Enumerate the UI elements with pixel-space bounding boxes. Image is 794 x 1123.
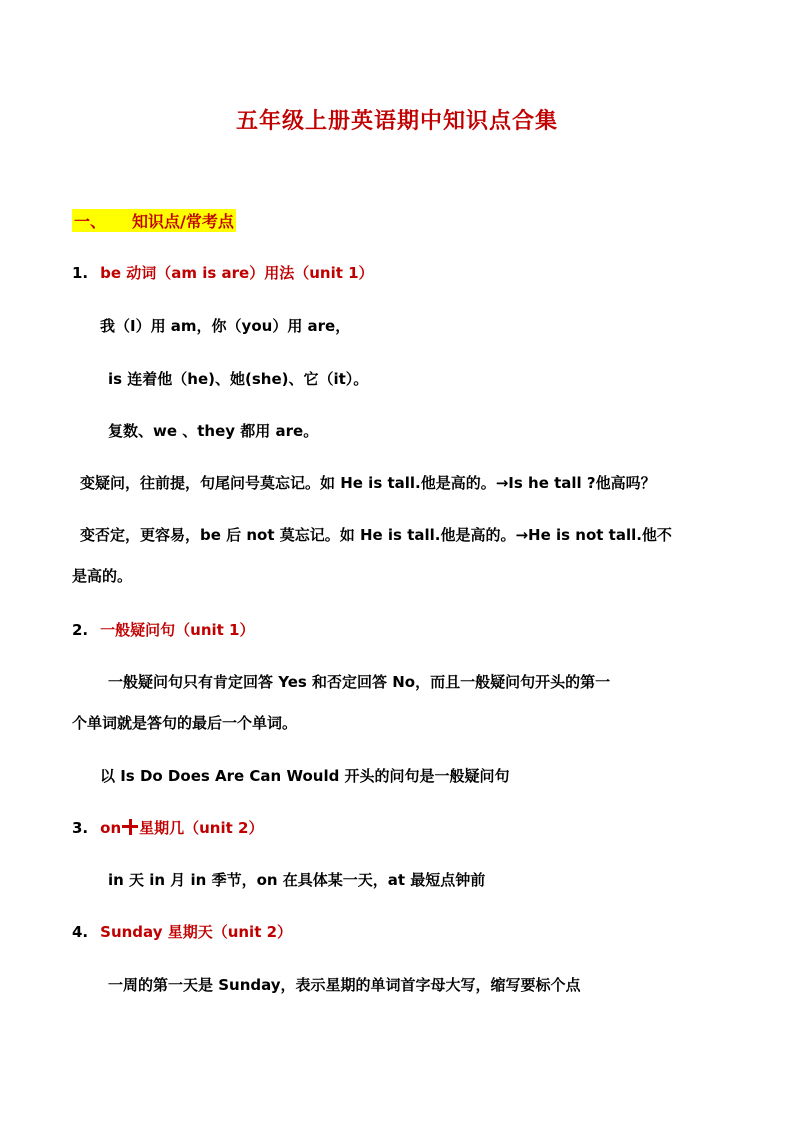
plus-icon xyxy=(122,819,138,835)
text-line: 个单词就是答句的最后一个单词。 xyxy=(72,714,298,732)
item-4-heading xyxy=(72,922,292,942)
item-number: 1. xyxy=(72,264,89,282)
page-title: 五年级上册英语期中知识点合集 xyxy=(235,108,558,134)
text-line: in 天 in 月 in 季节，on 在具体某一天，at 最短点钟前 xyxy=(108,871,486,889)
text-line: 变疑问，往前提，句尾问号莫忘记。如 He is tall.他是高的。→Is he tall ?他高吗？ xyxy=(80,474,656,492)
item-number: 4. xyxy=(72,923,89,941)
text-line: 变否定，更容易，be 后 not 莫忘记。如 He is tall.他是高的。→He is not tall.他不 xyxy=(80,526,672,544)
text-line: 是高的。 xyxy=(72,567,133,585)
text-line: 以 Is Do Does Are Can Would 开头的问句是一般疑问句 xyxy=(100,767,510,785)
section-number: 一、 xyxy=(74,212,107,231)
item-2-heading xyxy=(72,620,254,640)
item-heading-prefix: on xyxy=(100,819,122,837)
text-line: 一般疑问句只有肯定回答 Yes 和否定回答 No，而且一般疑问句开头的第一 xyxy=(108,673,611,691)
item-heading-text: 一般疑问句（unit 1） xyxy=(100,621,255,639)
text-line: is 连着他（he)、她(she)、它（it）。 xyxy=(108,370,369,388)
item-number: 3. xyxy=(72,819,89,837)
text-line: 我（I）用 am，你（you）用 are， xyxy=(100,317,351,335)
item-heading-text: Sunday 星期天（unit 2） xyxy=(100,923,293,941)
section-label: 知识点/常考点 xyxy=(132,212,234,231)
item-3-heading xyxy=(72,818,263,838)
text-line: 复数、we 、they 都用 are。 xyxy=(108,422,319,440)
item-heading-text: be 动词（am is are）用法（unit 1） xyxy=(100,264,374,282)
item-number: 2. xyxy=(72,621,89,639)
text-line: 一周的第一天是 Sunday，表示星期的单词首字母大写，缩写要标个点 xyxy=(108,976,581,994)
item-heading-text: 星期几（unit 2） xyxy=(139,819,264,837)
section-heading xyxy=(72,209,236,232)
item-1-heading xyxy=(72,263,374,283)
